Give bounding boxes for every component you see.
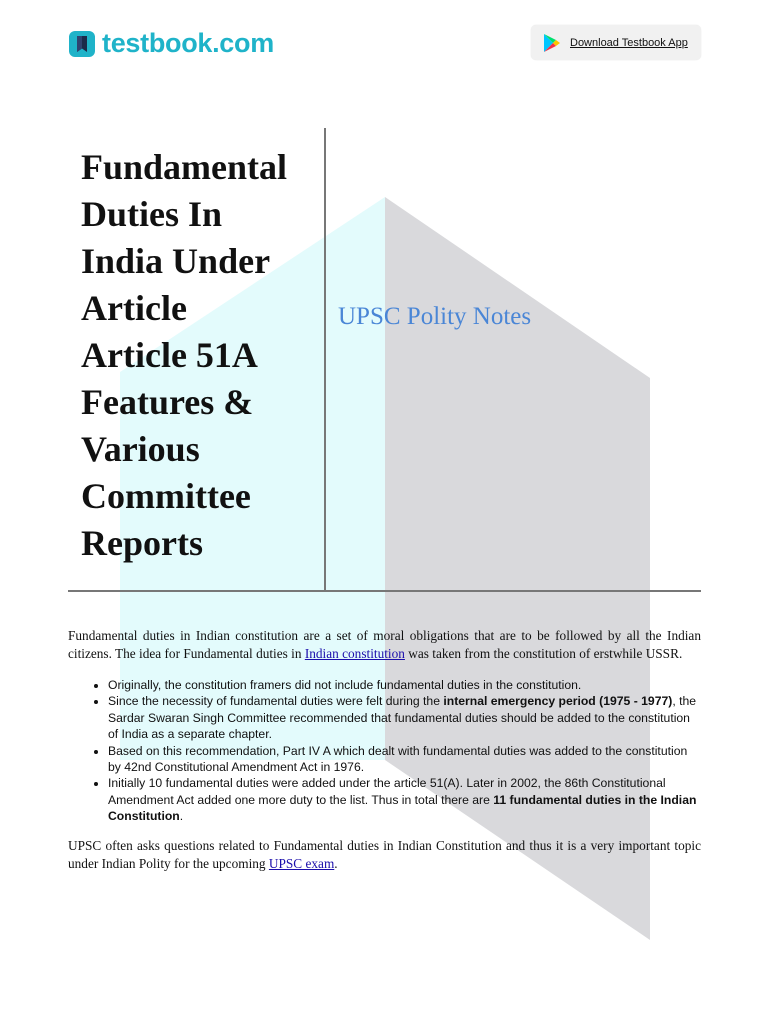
bullet-text: Based on this recommendation, Part IV A which dealt with fundamental duties was added to the constitution by 42nd Constitutional Amendment Act in 1976. <box>108 743 688 775</box>
title-line: India Under <box>81 241 271 281</box>
bullet-text: . <box>179 809 184 824</box>
intro-text: was taken from the constitution of erstwhile USSR. <box>404 646 683 661</box>
bullet-text: , the Sardar Swaran Singh Committee recommended that fundamental duties should be added to the constitution of India as a separate chapter. <box>108 694 697 742</box>
bullet-bold-text: 11 fundamental duties in the Indian Constitution <box>108 792 697 824</box>
indian-constitution-link[interactable]: Indian constitution <box>304 646 405 661</box>
intro-paragraph <box>68 627 701 663</box>
list-item <box>108 677 701 693</box>
bullet-bold-text: internal emergency period (1975 - 1977) <box>443 694 673 709</box>
bullet-list <box>68 677 701 825</box>
closing-paragraph <box>68 837 701 873</box>
bullet-text: Originally, the constitution framers did not include fundamental duties in the constitution. <box>108 678 582 692</box>
closing-text: UPSC often asks questions related to Fundamental duties in Indian Constitution and thus it is a very important topic under Indian Polity for the upcoming <box>68 837 701 871</box>
testbook-logo-icon <box>68 30 96 58</box>
page-title <box>81 144 321 567</box>
testbook-logo[interactable] <box>68 28 274 59</box>
page-header <box>0 0 768 90</box>
logo-text: testbook.com <box>102 28 274 58</box>
download-app-button[interactable] <box>531 25 701 60</box>
horizontal-divider <box>68 590 701 592</box>
download-app-label: Download Testbook App <box>570 36 688 49</box>
title-line: Committee <box>81 476 251 516</box>
title-line: Features & <box>81 382 254 422</box>
bullet-text: Initially 10 fundamental duties were added under the article 51(A). Later in 2002, the 86th Constitutional Amendment Act added one more duty to the list. Thus in total there are <box>108 776 666 807</box>
article-body <box>68 627 701 873</box>
title-line: Article 51A <box>81 335 258 375</box>
title-line: Article <box>81 288 187 328</box>
title-block <box>81 144 321 567</box>
subtitle: UPSC Polity Notes <box>338 303 532 330</box>
title-line: Reports <box>81 523 203 563</box>
title-line: Fundamental <box>81 147 288 187</box>
title-line: Various <box>81 429 200 469</box>
list-item <box>108 693 701 742</box>
closing-text: . <box>334 855 338 871</box>
vertical-divider <box>324 128 326 590</box>
bullet-text: Since the necessity of fundamental duties were felt during the <box>108 694 444 709</box>
title-line: Duties In <box>81 194 223 234</box>
list-item <box>108 743 701 776</box>
list-item <box>108 775 701 824</box>
upsc-exam-link[interactable]: UPSC exam <box>268 855 335 871</box>
intro-text: Fundamental duties in Indian constitution are a set of moral obligations that are to be followed by all the Indian citizens. The idea for Fundamental duties in <box>68 628 701 661</box>
google-play-icon <box>543 33 561 53</box>
